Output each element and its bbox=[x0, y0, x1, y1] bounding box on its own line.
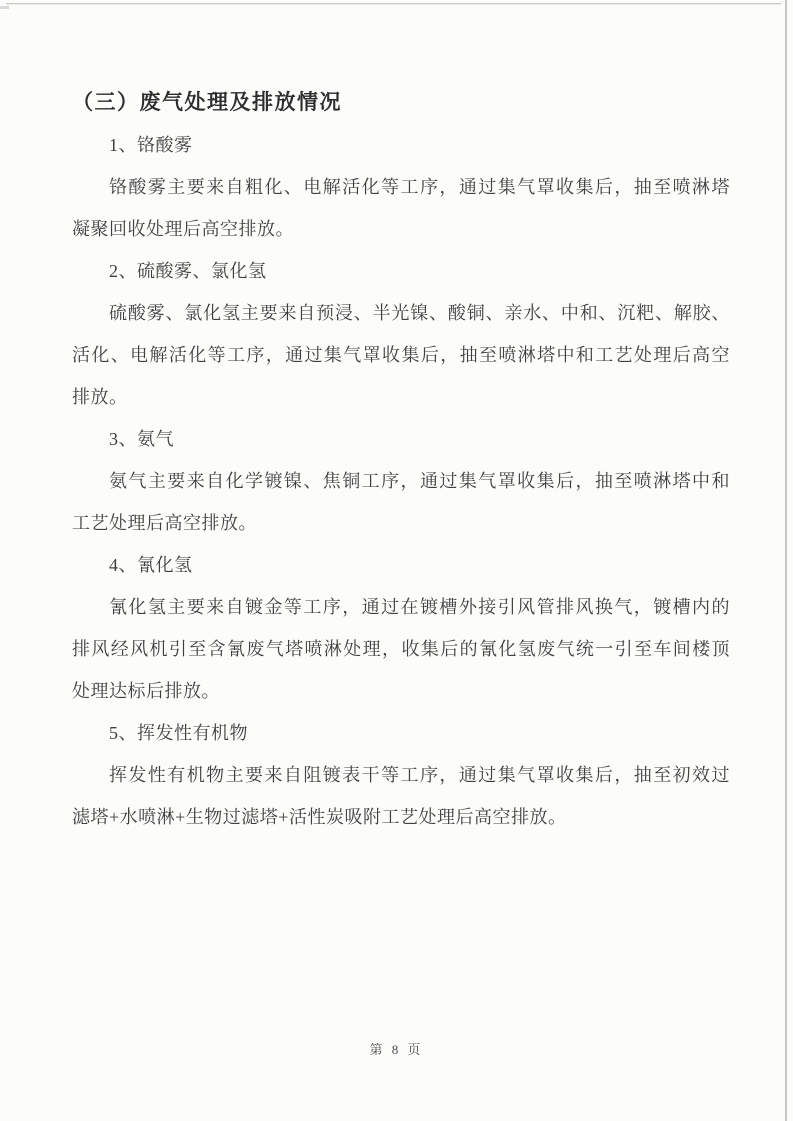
document-content bbox=[72, 80, 730, 838]
section-heading: 5、挥发性有机物 bbox=[109, 723, 248, 743]
section-voc bbox=[72, 712, 730, 838]
paragraph-line: 工艺处理后高空排放。 bbox=[72, 513, 257, 533]
scan-edge-top-line bbox=[6, 3, 781, 4]
paragraph-line: 铬酸雾主要来自粗化、电解活化等工序，通过集气罩收集后，抽至喷淋塔 bbox=[109, 177, 730, 197]
paragraph-line: 凝聚回收处理后高空排放。 bbox=[72, 219, 294, 239]
section-chromic-acid-mist bbox=[72, 124, 730, 250]
section-heading: 2、硫酸雾、氯化氢 bbox=[109, 261, 267, 281]
paragraph-line: 滤塔+水喷淋+生物过滤塔+活性炭吸附工艺处理后高空排放。 bbox=[72, 807, 567, 827]
paragraph-line: 排放。 bbox=[72, 387, 128, 407]
paragraph-line: 挥发性有机物主要来自阻镀表干等工序，通过集气罩收集后，抽至初效过 bbox=[109, 765, 730, 785]
doc-title: （三）废气处理及排放情况 bbox=[72, 90, 342, 114]
page-number: 第 8 页 bbox=[369, 1042, 424, 1057]
paragraph-line: 排风经风机引至含氰废气塔喷淋处理，收集后的氰化氢废气统一引至车间楼顶 bbox=[72, 639, 730, 659]
paragraph-line: 氨气主要来自化学镀镍、焦铜工序，通过集气罩收集后，抽至喷淋塔中和 bbox=[109, 471, 730, 491]
scan-artifact bbox=[0, 6, 9, 9]
paragraph-line: 活化、电解活化等工序，通过集气罩收集后，抽至喷淋塔中和工艺处理后高空 bbox=[72, 345, 730, 365]
paragraph-line: 处理达标后排放。 bbox=[72, 681, 220, 701]
section-ammonia bbox=[72, 418, 730, 544]
section-heading: 1、铬酸雾 bbox=[109, 135, 193, 155]
paragraph-line: 氰化氢主要来自镀金等工序，通过在镀槽外接引风管排风换气，镀槽内的 bbox=[109, 597, 730, 617]
section-heading: 3、氨气 bbox=[109, 429, 174, 449]
section-sulfuric-acid-mist-hcl bbox=[72, 250, 730, 418]
scan-edge-right-line bbox=[785, 0, 787, 1121]
section-hydrogen-cyanide bbox=[72, 544, 730, 712]
section-heading: 4、氰化氢 bbox=[109, 555, 193, 575]
paragraph-line: 硫酸雾、氯化氢主要来自预浸、半光镍、酸铜、亲水、中和、沉粑、解胶、 bbox=[109, 303, 730, 323]
